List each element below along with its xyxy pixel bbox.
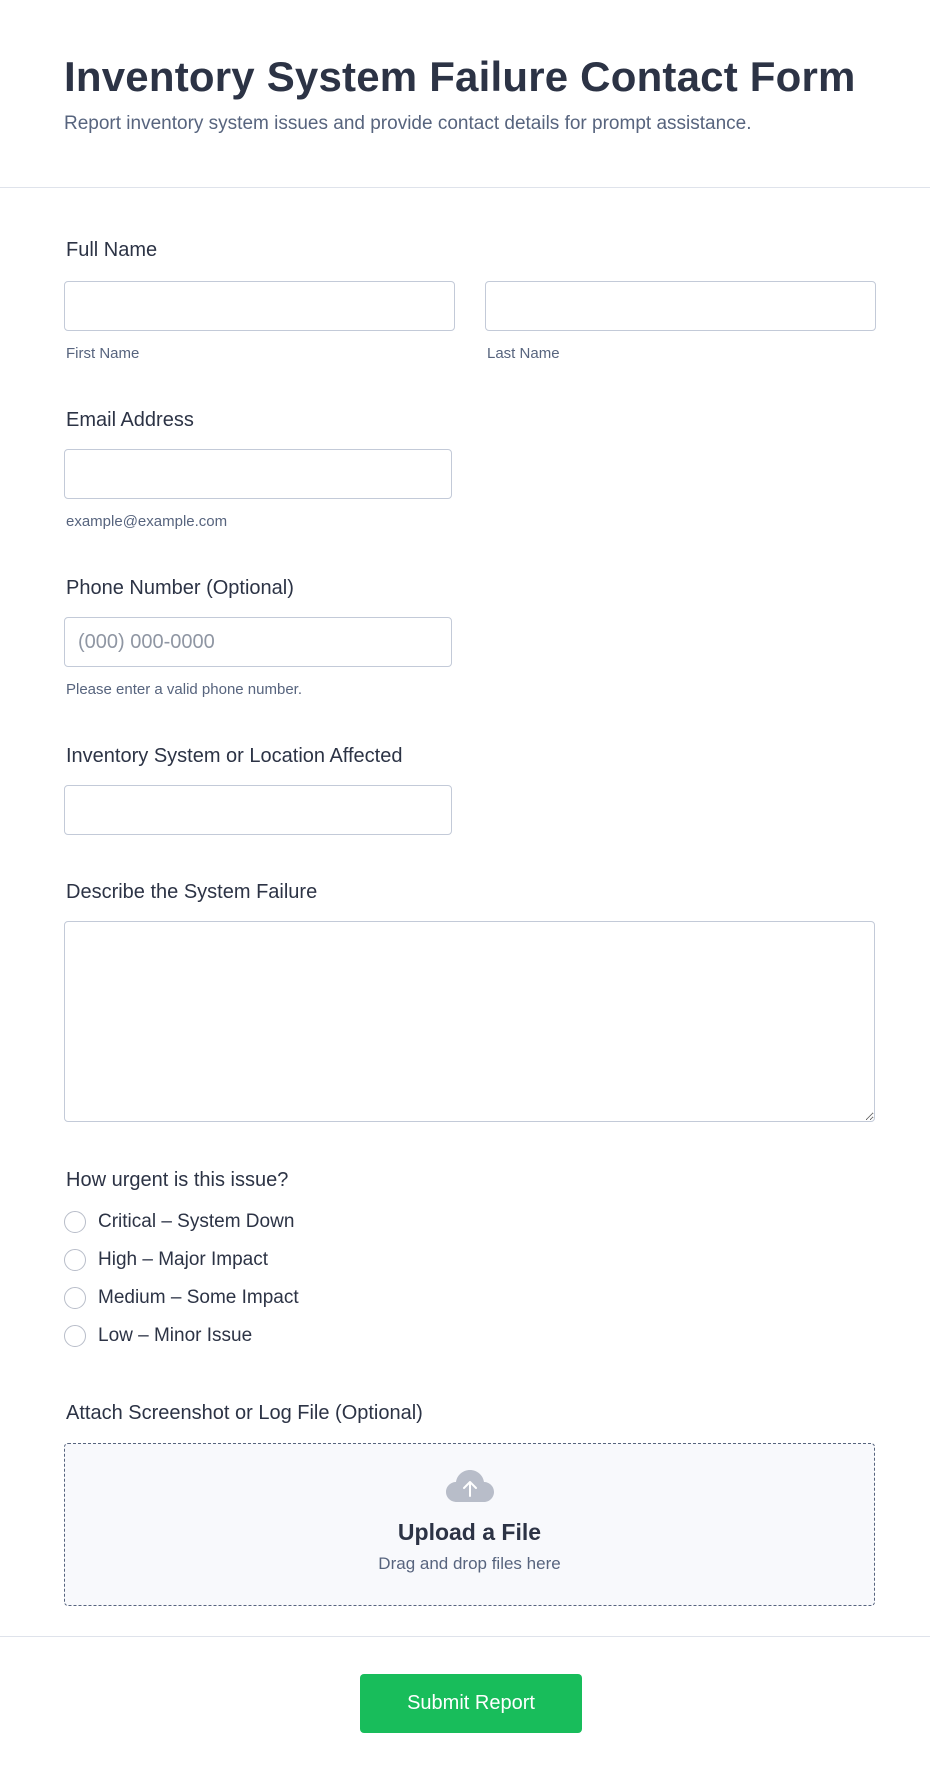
urgency-option-low[interactable] [64,1317,299,1355]
cloud-upload-icon [444,1468,496,1504]
description-label: Describe the System Failure [66,881,318,903]
location-input[interactable] [64,785,452,835]
radio-low[interactable] [64,1325,86,1347]
form-title: Inventory System Failure Contact Form [64,53,856,100]
radio-critical[interactable] [64,1211,86,1233]
description-textarea[interactable] [64,921,875,1122]
last-name-sublabel: Last Name [487,345,560,362]
urgency-label: How urgent is this issue? [66,1169,289,1191]
full-name-field [64,238,157,262]
attachment-label: Attach Screenshot or Log File (Optional) [66,1402,423,1424]
submit-button[interactable]: Submit Report [360,1674,582,1733]
radio-label-medium: Medium – Some Impact [98,1287,299,1308]
urgency-option-medium[interactable] [64,1279,299,1317]
radio-label-high: High – Major Impact [98,1249,269,1270]
urgency-option-critical[interactable] [64,1203,299,1241]
email-label: Email Address [66,409,194,431]
phone-sublabel: Please enter a valid phone number. [66,681,302,698]
phone-input[interactable] [64,617,452,667]
form-subtitle: Report inventory system issues and provide contact details for prompt assistance. [64,113,752,134]
urgency-option-high[interactable] [64,1241,299,1279]
radio-label-low: Low – Minor Issue [98,1325,253,1346]
form-footer-divider [0,1636,930,1637]
phone-label: Phone Number (Optional) [66,577,294,599]
file-upload-dropzone[interactable] [64,1443,875,1606]
radio-high[interactable] [64,1249,86,1271]
first-name-input[interactable] [64,281,455,331]
location-label: Inventory System or Location Affected [66,745,403,767]
last-name-input[interactable] [485,281,876,331]
form-header [0,0,930,188]
upload-subtitle: Drag and drop files here [378,1554,561,1573]
upload-title: Upload a File [397,1519,542,1545]
email-sublabel: example@example.com [66,513,228,530]
urgency-radio-group [64,1203,299,1355]
email-input[interactable] [64,449,452,499]
full-name-label: Full Name [66,239,158,261]
first-name-sublabel: First Name [66,345,140,362]
radio-label-critical: Critical – System Down [98,1211,295,1232]
radio-medium[interactable] [64,1287,86,1309]
